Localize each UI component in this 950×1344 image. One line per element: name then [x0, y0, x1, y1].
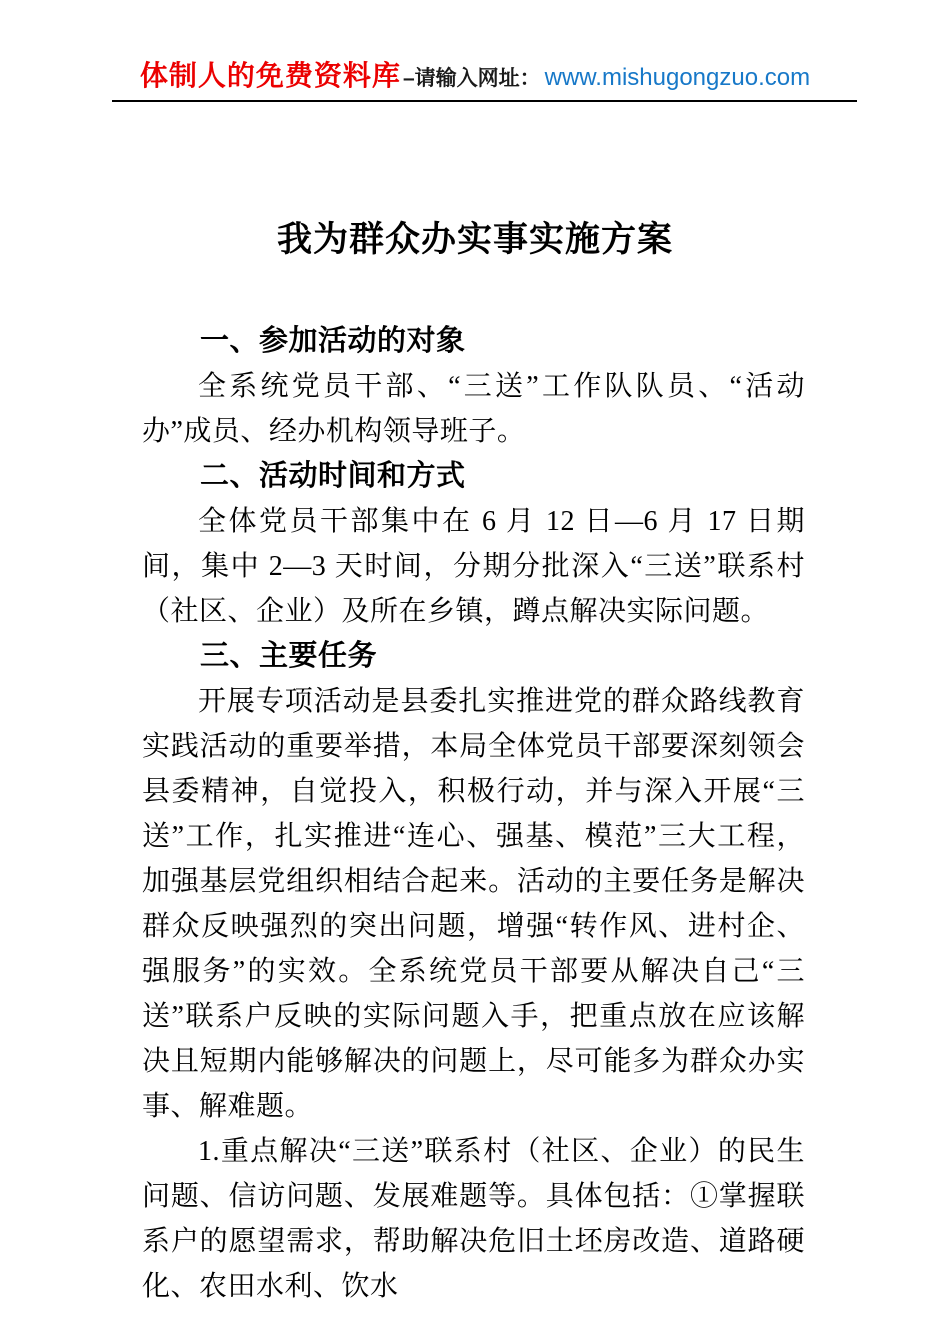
section-3-paragraph-2: 1.重点解决“三送”联系村（社区、企业）的民生问题、信访问题、发展难题等。具体包括：①掌握联系户的愿望需求，帮助解决危旧土坯房改造、道路硬化、农田水利、饮水 — [142, 1136, 805, 1302]
section-heading-3: 三、主要任务 — [200, 640, 378, 672]
document-title: 我为群众办实事实施方案 — [276, 220, 673, 259]
document-body — [142, 319, 805, 1309]
section-3-paragraph-1: 开展专项活动是县委扎实推进党的群众路线教育实践活动的重要举措，本局全体党员干部要深刻领会县委精神，自觉投入，积极行动，并与深入开展“三送”工作，扎实推进“连心、强基、模范”三大工程，加强基层党组织相结合起来。活动的主要任务是解决群众反映强烈的突出问题，增强“转作风、进村企、强服务”的实效。全系统党员干部要从解决自己“三送”联系户反映的实际问题入手，把重点放在应该解决且短期内能够解决的问题上，尽可能多为群众办实事、解难题。 — [142, 686, 805, 1122]
section-2-paragraph: 全体党员干部集中在 6 月 12 日—6 月 17 日期间，集中 2—3 天时间，分期分批深入“三送”联系村（社区、企业）及所在乡镇，蹲点解决实际问题。 — [142, 506, 805, 627]
section-1-paragraph: 全系统党员干部、“三送”工作队队员、“活动办”成员、经办机构领导班子。 — [142, 371, 805, 447]
url-prompt-text: –请输入网址： — [402, 67, 541, 90]
site-header — [0, 0, 950, 94]
site-brand-text: 体制人的免费资料库 — [139, 60, 401, 91]
site-url-link[interactable]: www.mishugongzuo.com — [544, 64, 811, 91]
section-heading-1: 一、参加活动的对象 — [200, 325, 466, 357]
header-divider — [112, 100, 857, 102]
section-heading-2: 二、活动时间和方式 — [200, 460, 466, 492]
